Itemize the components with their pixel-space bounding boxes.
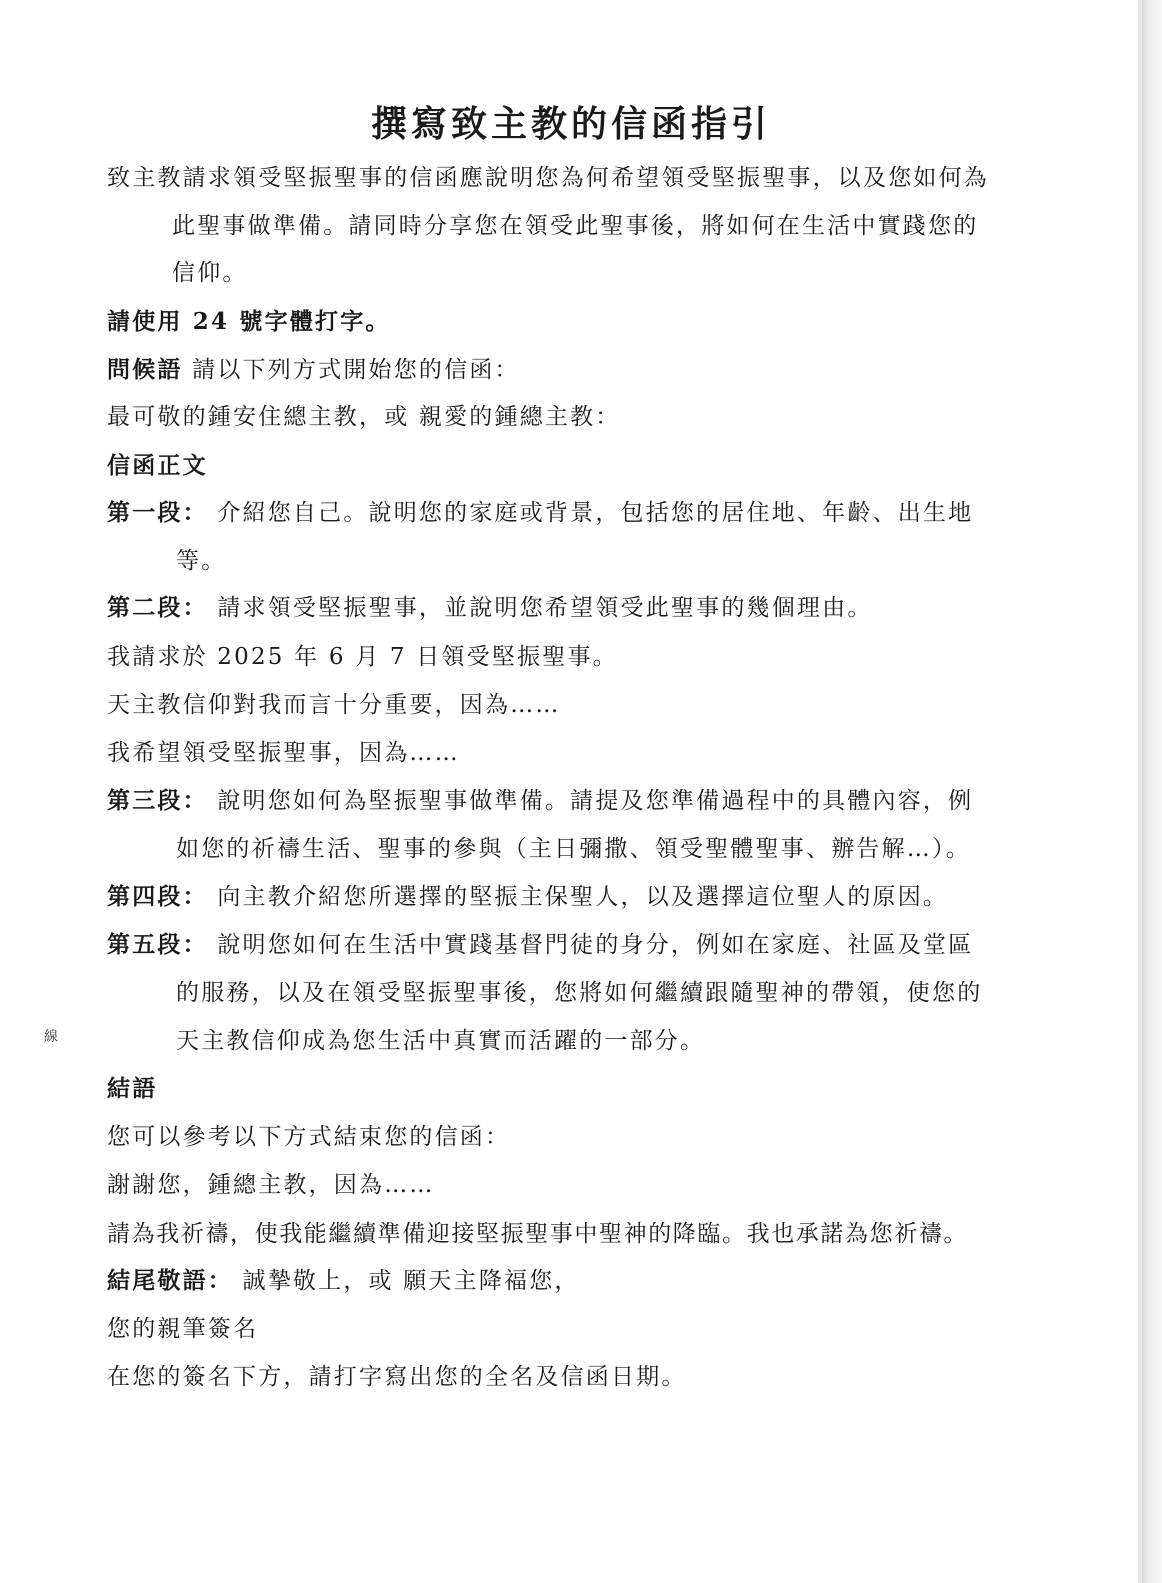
body-heading: 信函正文: [107, 452, 208, 479]
greeting-line: [107, 354, 520, 386]
signoff-line: [107, 1265, 580, 1297]
para1-line-1: [107, 497, 973, 529]
intro-line-1: 致主教請求領受堅振聖事的信函應說明您為何希望領受堅振聖事，以及您如何為: [107, 165, 989, 191]
para3-line-2: 如您的祈禱生活、聖事的參與（主日彌撒、領受聖體聖事、辦告解…）。: [176, 836, 971, 862]
greeting-text: 請以下列方式開始您的信函：: [192, 357, 520, 383]
intro-line-3: 信仰。: [172, 260, 248, 286]
para1-label: 第一段：: [107, 499, 208, 526]
page-edge: [1142, 0, 1162, 1583]
para5-label: 第五段：: [107, 931, 208, 958]
page-title: 撰寫致主教的信函指引: [370, 103, 771, 145]
para5-line-2: 的服務，以及在領受堅振聖事後，您將如何繼續跟隨聖神的帶領，使您的: [176, 980, 983, 1006]
para2-text: 請求領受堅振聖事，並說明您希望領受此聖事的幾個理由。: [217, 595, 873, 621]
signoff-label: 結尾敬語：: [107, 1267, 233, 1294]
para1-line-2: 等。: [176, 548, 227, 574]
para5-text: 說明您如何在生活中實踐基督門徒的身分，例如在家庭、社區及堂區: [217, 932, 974, 958]
para1-text: 介紹您自己。說明您的家庭或背景，包括您的居住地、年齡、出生地: [217, 500, 974, 526]
font-size-note: 請使用 24 號字體打字。: [107, 308, 391, 335]
para3-label: 第三段：: [107, 787, 208, 814]
para5-line-1: [107, 929, 973, 961]
intro-line-2: 此聖事做準備。請同時分享您在領受此聖事後，將如何在生活中實踐您的: [172, 213, 979, 239]
para4-text: 向主教介紹您所選擇的堅振主保聖人，以及選擇這位聖人的原因。: [217, 884, 949, 910]
para3-text: 說明您如何為堅振聖事做準備。請提及您準備過程中的具體內容，例: [217, 788, 974, 814]
margin-mark: 線: [44, 1029, 58, 1045]
closing-intro: 您可以參考以下方式結束您的信函：: [107, 1124, 511, 1150]
closing-heading: 結語: [107, 1075, 158, 1102]
para2-line: [107, 592, 873, 624]
greeting-label: 問候語: [107, 356, 183, 383]
final-note: 在您的簽名下方，請打字寫出您的全名及信函日期。: [107, 1364, 687, 1390]
closing-example-2: 請為我祈禱，使我能繼續準備迎接堅振聖事中聖神的降臨。我也承諾為您祈禱。: [107, 1221, 968, 1247]
para3-line-1: [107, 785, 973, 817]
para2-example-2: 天主教信仰對我而言十分重要，因為……: [107, 692, 561, 718]
para2-example-3: 我希望領受堅振聖事，因為……: [107, 740, 460, 766]
para2-example-1: 我請求於 2025 年 6 月 7 日領受堅振聖事。: [107, 644, 618, 670]
para4-label: 第四段：: [107, 883, 208, 910]
signature-line: 您的親筆簽名: [107, 1316, 259, 1342]
closing-example-1: 謝謝您，鍾總主教，因為……: [107, 1172, 435, 1198]
para5-line-3: 天主教信仰成為您生活中真實而活躍的一部分。: [176, 1028, 706, 1054]
para4-line: [107, 881, 948, 913]
para2-label: 第二段：: [107, 594, 208, 621]
signoff-text: 誠摯敬上，或 願天主降福您，: [242, 1268, 580, 1294]
greeting-example: 最可敬的鍾安住總主教，或 親愛的鍾總主教：: [107, 404, 621, 430]
